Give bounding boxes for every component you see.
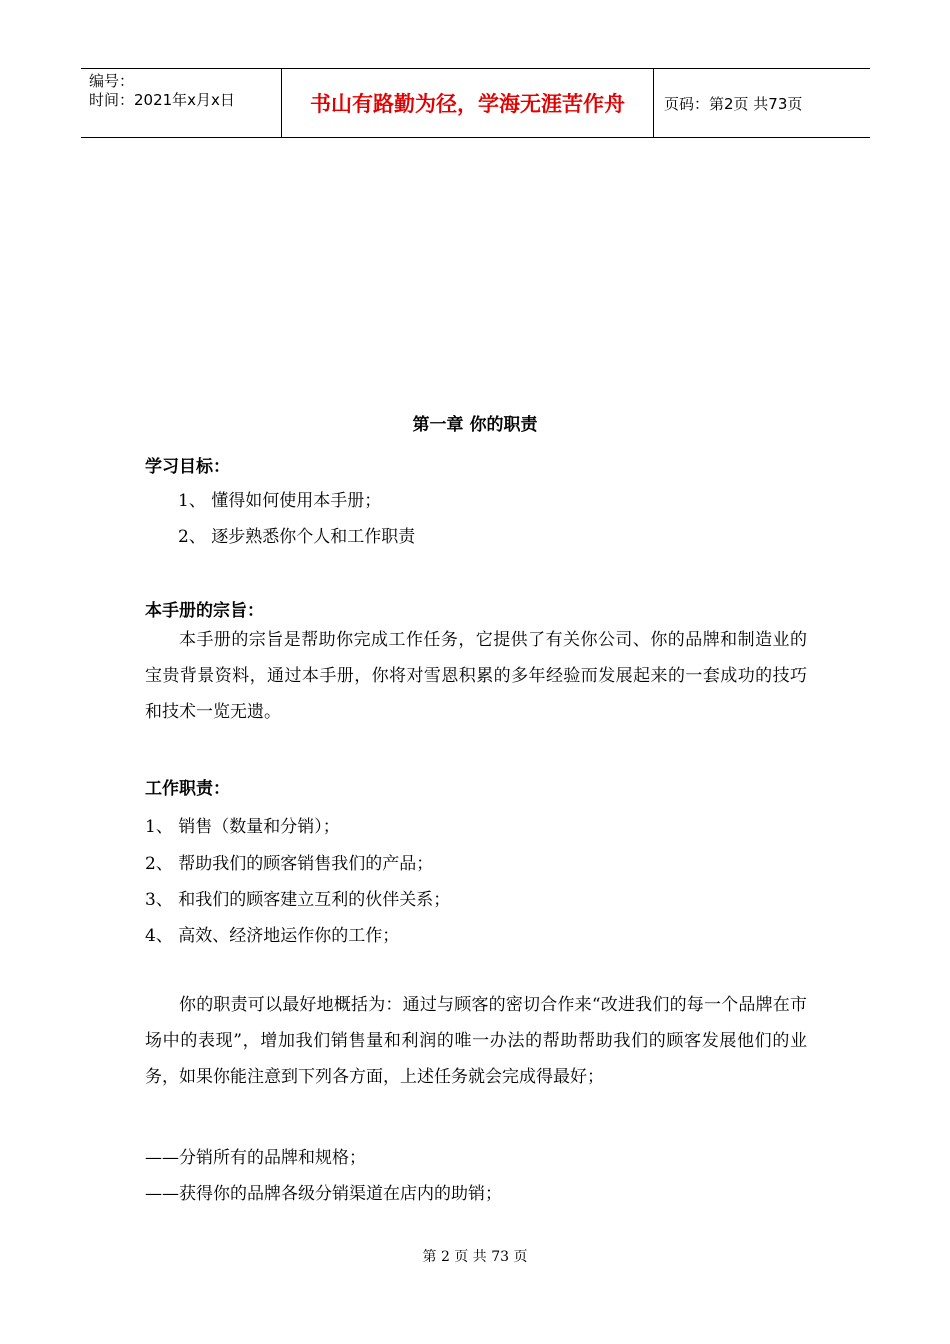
page-header: [81, 68, 870, 138]
objective-item: 1、 懂得如何使用本手册；: [178, 491, 382, 511]
header-page-info-cell: [654, 69, 870, 137]
duty-item: 3、 和我们的顾客建立互利的伙伴关系；: [145, 890, 451, 910]
objectives-heading: 学习目标：: [145, 457, 230, 477]
summary-bullet: ——获得你的品牌各级分销渠道在店内的助销；: [145, 1184, 502, 1204]
objective-item: 2、 逐步熟悉你个人和工作职责: [178, 527, 416, 547]
summary-bullet: ——分销所有的品牌和规格；: [145, 1148, 366, 1168]
motto: 书山有路勤为径，学海无涯苦作舟: [310, 92, 625, 116]
chapter-title: 第一章 你的职责: [412, 415, 538, 435]
duty-item: 4、 高效、经济地运作你的工作；: [145, 926, 400, 946]
summary-paragraph: 你的职责可以最好地概括为：通过与顾客的密切合作来“改进我们的每一个品牌在市场中的表现”，增加我们销售量和利润的唯一办法的帮助帮助我们的顾客发展他们的业务，如果你能注意到下列各方面，上述任务就会完成得最好；: [145, 995, 807, 1087]
number-label: 编号：: [89, 72, 135, 90]
purpose-heading: 本手册的宗旨：: [145, 601, 264, 621]
duty-item: 1、 销售（数量和分销）；: [145, 817, 340, 837]
duty-item: 2、 帮助我们的顾客销售我们的产品；: [145, 854, 434, 874]
page-footer: 第 2 页 共 73 页: [422, 1249, 528, 1265]
time-label: 时间：2021年x月x日: [89, 91, 235, 109]
header-motto-cell: [282, 69, 654, 137]
header-meta: [81, 69, 282, 137]
duties-heading: 工作职责：: [145, 779, 230, 799]
purpose-paragraph: 本手册的宗旨是帮助你完成工作任务，它提供了有关你公司、你的品牌和制造业的宝贵背景资料，通过本手册，你将对雪恩积累的多年经验而发展起来的一套成功的技巧和技术一览无遗。: [145, 630, 807, 722]
page-info: 页码：第2页 共73页: [664, 94, 803, 113]
